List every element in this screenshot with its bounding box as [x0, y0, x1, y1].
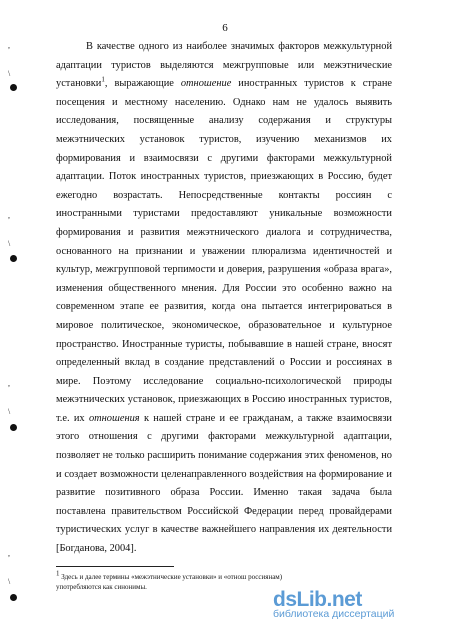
text-segment: В качестве одного из наиболее значимых факторов межкультурной адаптации туристов выделяются межгрупповые или межэтнические установки [56, 41, 392, 90]
watermark [273, 588, 438, 620]
footnote-ref: 1 [101, 75, 105, 84]
text-segment: к нашей стране и ее гражданам, а также взаимосвязи этого отношения с другими факторами межкультурной адаптации, позволяет не только расширить понимание содержания этих феноменов, но и создает возможности целенаправленного воздействия на формирование и развитие позитивного образа России. Именно такая задача была поставлена правительством Российской Федерации перед провайдерами туристических услуг в качестве важнейшего направления их деятельности [Богданова, 2004]. [56, 412, 392, 555]
footnote-text: Здесь и далее термины «межэтнические установки» и «отнош россиянам) употребляются как синонимы. [56, 573, 283, 591]
main-text [56, 38, 392, 559]
margin-tick: , [8, 379, 10, 388]
watermark-subtitle: библиотека диссертаций [273, 608, 395, 620]
page-number: 6 [222, 22, 228, 34]
margin-tick: \ [8, 407, 11, 416]
margin-dot [10, 255, 17, 262]
emphasis: отношения [88, 412, 140, 424]
footnote-divider [56, 566, 174, 567]
text-segment: иностранных туристов к стране посещения и местному населению. Однако нам не удалось выявить исследования, посвященные анализу содержания и структуры межэтнических установок туристов, изучению механизмов их формирования и взаимосвязи с другими факторами межкультурной адаптации. Поток иностранных туристов, приезжающих в Россию, будет ежегодно возрастать. Непосредственные контакты россиян с иностранными туристами предоставляют уникальные возможности формирования и развития межэтнического диалога и сотрудничества, основанного на признании и уважении плюрализма идентичностей и культур, межгрупповой терпимости и доверия, разрушения «образа врага», изменения общественного мнения. Для России это особенно важно на современном этапе ее развития, когда она пытается интегрироваться в мировое политическое, экономическое, образовательное и культурное пространство. Иностранные туристы, побывавшие в нашей стране, вносят определенный вклад в создание представлений о России и россиянах в мире. Поэтому исследование социально-психологической природы межэтнических установок, приезжающих в Россию иностранных туристов, т.е. их [56, 78, 392, 424]
text-segment: , выражающие [104, 78, 181, 90]
footnote [56, 569, 306, 592]
margin-tick: \ [8, 577, 11, 586]
margin-tick: , [8, 211, 10, 220]
emphasis: отношение [180, 78, 232, 90]
margin-dot [10, 594, 17, 601]
footnote-marker: 1 [56, 569, 60, 578]
body-paragraph [56, 38, 392, 559]
margin-dot [10, 424, 17, 431]
margin-tick: \ [8, 239, 11, 248]
watermark-logo: dsLib.net [273, 588, 362, 611]
margin-tick: , [8, 549, 10, 558]
margin-tick: \ [8, 69, 11, 78]
margin-tick: , [8, 41, 10, 50]
margin-dot [10, 84, 17, 91]
